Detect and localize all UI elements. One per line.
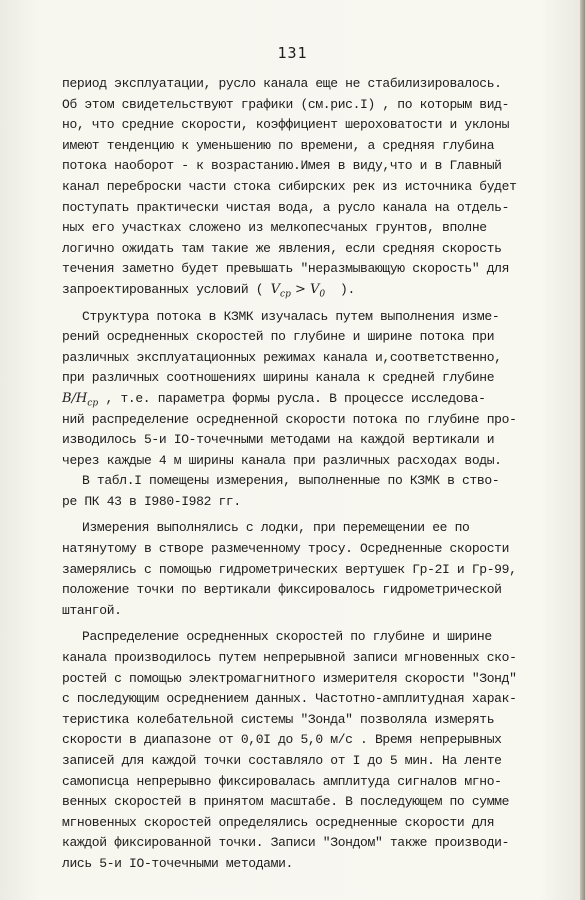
page-edge-shadow <box>580 0 585 900</box>
text-line: ний распределение осредненной скорости потока по глубине про- <box>62 411 517 427</box>
text-line: положение точки по вертикали фиксировалось гидрометрической <box>62 582 502 598</box>
text-line: записей для каждой точки составляло от I до 5 мин. На ленте <box>62 753 502 768</box>
text-line: самописца непрерывно фиксировалась амплитуда сигналов мгно- <box>62 773 502 789</box>
text-line: потока наоборот - к возрастанию.Имея в виду,что и в Главный <box>62 158 502 174</box>
text-line: различных эксплуатационных режимах канала и,соответственно, <box>62 349 502 365</box>
text-line: с последующим осреднением данных. Частотно-амплитудная харак- <box>62 691 517 707</box>
page-number: 131 <box>277 44 308 62</box>
text-line: В табл.I помещены измерения, выполненные по КЗМК в ство- <box>82 473 500 489</box>
text-line: поступать практически чистая вода, а русло канала на отдель- <box>62 199 510 215</box>
text-line: штангой. <box>62 602 122 618</box>
text-line: Структура потока в КЗМК изучалась путем выполнения изме- <box>82 308 500 324</box>
text-line: каждой фиксированной точки. Записи "Зондом" также производи- <box>62 835 510 851</box>
text-line: теристика колебательной системы "Зонда" позволяла измерять <box>62 711 495 727</box>
text-line: мгновенных скоростей определялись осредненные скорости для <box>62 814 495 830</box>
text-line: лись 5-и IO-точечными методами. <box>62 855 293 871</box>
text-line: рений осредненных скоростей по глубине и ширине потока при <box>62 329 495 345</box>
text-line-with-formula <box>62 280 542 301</box>
document-body <box>62 74 542 875</box>
text-line: ных его участках сложено из мелкопесчаных грунтов, вполне <box>62 220 487 236</box>
text-line: но, что средние скорости, коэффициент шероховатости и уклоны <box>62 117 510 133</box>
text-segment: запроектированных условий ( <box>62 281 264 297</box>
paragraph-5 <box>62 627 542 874</box>
text-line: период эксплуатации, русло канала еще не стабилизировалось. <box>62 76 502 91</box>
text-line: Измерения выполнялись с лодки, при перемещении ее по <box>82 520 470 536</box>
text-line-with-formula <box>62 389 542 410</box>
text-line: замерялись с помощью гидрометрических вертушек Гр-2I и Гр-99, <box>62 561 517 577</box>
text-segment: ). <box>340 281 355 297</box>
text-line: ре ПК 43 в I980-I982 гг. <box>62 493 241 509</box>
velocity-formula: $V_{ср} > V_0$ <box>270 281 326 300</box>
text-segment: , т.е. параметра формы русла. В процессе исследова- <box>105 390 486 406</box>
paragraph-3 <box>62 471 542 512</box>
paragraph-1 <box>62 74 542 301</box>
text-line: канал переброски части стока сибирских рек из источника будет <box>62 178 517 194</box>
shape-parameter-formula: $B/H_{ср}$ <box>62 390 99 409</box>
text-line: имеют тенденцию к уменьшению по времени, а средняя глубина <box>62 137 495 153</box>
text-line: течения заметно будет превышать "неразмывающую скорость" для <box>62 261 510 277</box>
text-line: изводилось 5-и IO-точечными методами на каждой вертикали и <box>62 432 495 448</box>
text-line: венных скоростей в принятом масштабе. В последующем по сумме <box>62 794 510 810</box>
text-line: Об этом свидетельствуют графики (см.рис.I) , по которым вид- <box>62 96 510 112</box>
paragraph-2 <box>62 307 542 472</box>
text-line: Распределение осредненных скоростей по глубине и ширине <box>82 629 492 645</box>
text-line: натянутому в створе размеченному тросу. Осредненные скорости <box>62 541 510 557</box>
text-line: канала производилось путем непрерывной записи мгновенных ско- <box>62 650 517 666</box>
paragraph-4 <box>62 518 542 621</box>
text-line: при различных соотношениях ширины канала к средней глубине <box>62 370 495 386</box>
text-line: логично ожидать там такие же явления, если средняя скорость <box>62 240 502 256</box>
text-line: скорости в диапазоне от 0,0I до 5,0 м/с . Время непрерывных <box>62 732 502 748</box>
text-line: через каждые 4 м ширины канала при различных расходах воды. <box>62 452 502 468</box>
text-line: ростей с помощью электромагнитного измерителя скорости "Зонд" <box>62 670 517 686</box>
